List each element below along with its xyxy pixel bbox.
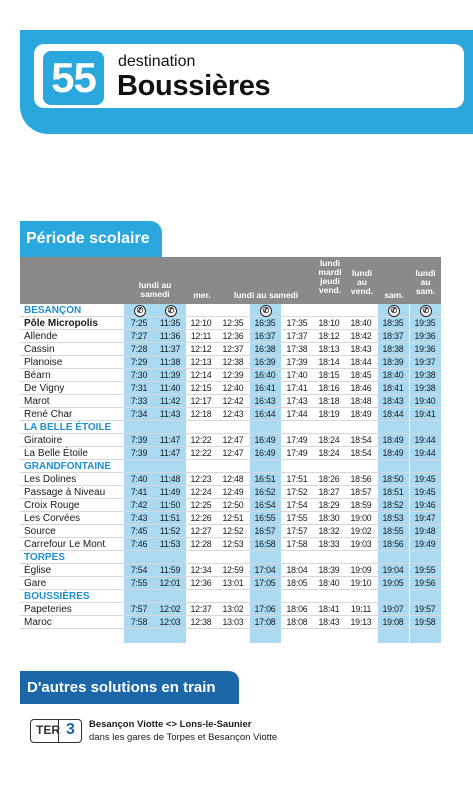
departure-time: 18:27 [318, 487, 340, 497]
phone-reservation-icon: ✆ [420, 305, 432, 317]
departure-time: 12:36 [222, 331, 244, 341]
departure-time: 18:40 [318, 578, 340, 588]
departure-time: 12:38 [222, 357, 244, 367]
stop-group-label: LA BELLE ÉTOILE [24, 422, 112, 433]
departure-time: 18:54 [350, 435, 372, 445]
departure-time: 12:01 [159, 578, 181, 588]
departure-time: 18:08 [286, 617, 308, 627]
departure-time: 18:43 [318, 617, 340, 627]
col-header-sam: sam. [384, 290, 404, 300]
departure-time: 12:03 [159, 617, 181, 627]
departure-time: 13:01 [222, 578, 244, 588]
departure-time: 18:15 [318, 370, 340, 380]
departure-time: 19:03 [350, 539, 372, 549]
stop-name: Planoise [24, 357, 63, 368]
departure-time: 17:38 [286, 344, 308, 354]
stop-name: Maroc [24, 617, 52, 628]
departure-time: 7:25 [130, 318, 148, 328]
departure-time: 19:44 [414, 435, 436, 445]
col-header-lundi-samedi-2: lundi au samedi [233, 290, 299, 300]
departure-time: 17:05 [254, 578, 276, 588]
departure-time: 12:25 [190, 500, 212, 510]
departure-time: 7:57 [130, 604, 148, 614]
departure-time: 12:22 [190, 448, 212, 458]
departure-time: 18:24 [318, 435, 340, 445]
departure-time: 19:58 [414, 617, 436, 627]
departure-time: 17:54 [286, 500, 308, 510]
departure-time: 17:04 [254, 565, 276, 575]
departure-time: 19:36 [414, 344, 436, 354]
phone-reservation-icon: ✆ [165, 305, 177, 317]
stop-group-label: BOUSSIÈRES [24, 591, 90, 602]
ter-badge-label: TER [36, 723, 60, 737]
section-tab: Période scolaire [20, 221, 162, 257]
departure-time: 16:37 [254, 331, 276, 341]
departure-time: 19:40 [414, 396, 436, 406]
departure-time: 19:10 [350, 578, 372, 588]
departure-time: 12:22 [190, 435, 212, 445]
departure-time: 11:47 [159, 448, 181, 458]
departure-time: 17:44 [286, 409, 308, 419]
departure-time: 12:10 [190, 318, 212, 328]
departure-time: 17:57 [286, 526, 308, 536]
departure-time: 19:38 [414, 370, 436, 380]
stop-name: Papeteries [24, 604, 72, 615]
departure-time: 7:34 [130, 409, 148, 419]
departure-time: 19:45 [414, 487, 436, 497]
departure-time: 12:47 [222, 448, 244, 458]
departure-time: 16:40 [254, 370, 276, 380]
departure-time: 18:52 [382, 500, 404, 510]
departure-time: 18:35 [382, 318, 404, 328]
departure-time: 19:11 [350, 604, 372, 614]
departure-time: 11:49 [159, 487, 181, 497]
departure-time: 18:40 [382, 370, 404, 380]
departure-time: 19:41 [414, 409, 436, 419]
departure-time: 12:11 [190, 331, 212, 341]
departure-time: 17:06 [254, 604, 276, 614]
stop-name: Cassin [24, 344, 55, 355]
departure-time: 7:54 [130, 565, 148, 575]
col-header-line: sam. [415, 286, 436, 296]
departure-time: 19:08 [382, 617, 404, 627]
departure-time: 18:16 [318, 383, 340, 393]
col-header-line: mardi [318, 267, 342, 277]
departure-time: 7:45 [130, 526, 148, 536]
stop-name: Source [24, 526, 56, 537]
departure-time: 11:51 [159, 513, 181, 523]
col-header-line: lundi [319, 258, 341, 268]
stop-name: Les Corvées [24, 513, 81, 524]
departure-time: 17:40 [286, 370, 308, 380]
departure-time: 19:00 [350, 513, 372, 523]
departure-time: 13:03 [222, 617, 244, 627]
departure-time: 19:37 [414, 357, 436, 367]
departure-time: 18:57 [350, 487, 372, 497]
departure-time: 12:35 [222, 318, 244, 328]
departure-time: 7:41 [130, 487, 148, 497]
departure-time: 12:48 [222, 474, 244, 484]
col-header-mer: mer. [193, 290, 211, 300]
stop-name: Pôle Micropolis [24, 318, 98, 329]
departure-time: 16:44 [254, 409, 276, 419]
col-header-line: au [420, 277, 431, 287]
train-section-heading: D'autres solutions en train [20, 671, 239, 704]
departure-time: 18:56 [382, 539, 404, 549]
departure-time: 7:46 [130, 539, 148, 549]
departure-time: 19:44 [414, 448, 436, 458]
departure-time: 16:39 [254, 357, 276, 367]
departure-time: 18:05 [286, 578, 308, 588]
departure-time: 7:55 [130, 578, 148, 588]
departure-time: 7:31 [130, 383, 148, 393]
departure-time: 18:49 [382, 435, 404, 445]
departure-time: 19:38 [414, 383, 436, 393]
departure-time: 19:02 [350, 526, 372, 536]
departure-time: 16:54 [254, 500, 276, 510]
departure-time: 16:51 [254, 474, 276, 484]
departure-time: 12:59 [222, 565, 244, 575]
stop-name: Passage à Niveau [24, 487, 106, 498]
departure-time: 18:29 [318, 500, 340, 510]
departure-time: 18:43 [350, 344, 372, 354]
stop-name: René Char [24, 409, 73, 420]
departure-time: 16:57 [254, 526, 276, 536]
departure-time: 16:43 [254, 396, 276, 406]
departure-time: 16:35 [254, 318, 276, 328]
stop-name: Béarn [24, 370, 51, 381]
departure-time: 18:46 [350, 383, 372, 393]
departure-time: 19:48 [414, 526, 436, 536]
departure-time: 18:24 [318, 448, 340, 458]
destination-label: destination [118, 53, 196, 70]
departure-time: 17:39 [286, 357, 308, 367]
departure-time: 18:43 [382, 396, 404, 406]
departure-time: 18:19 [318, 409, 340, 419]
departure-time: 12:34 [190, 565, 212, 575]
departure-time: 17:51 [286, 474, 308, 484]
departure-time: 18:14 [318, 357, 340, 367]
phone-reservation-icon: ✆ [260, 305, 272, 317]
departure-time: 18:51 [382, 487, 404, 497]
departure-time: 12:02 [159, 604, 181, 614]
departure-time: 12:49 [222, 487, 244, 497]
stop-name: Allende [24, 331, 58, 342]
departure-time: 17:55 [286, 513, 308, 523]
departure-time: 18:48 [350, 396, 372, 406]
departure-time: 18:26 [318, 474, 340, 484]
departure-time: 18:50 [382, 474, 404, 484]
departure-time: 11:53 [159, 539, 181, 549]
col-header-line: jeudi [320, 276, 340, 286]
col-header-line: lundi [351, 268, 373, 278]
departure-time: 11:37 [159, 344, 181, 354]
departure-time: 18:54 [350, 448, 372, 458]
stop-group-label: BESANÇON [24, 305, 82, 316]
departure-time: 18:04 [286, 565, 308, 575]
stop-group-label: GRANDFONTAINE [24, 461, 112, 472]
departure-time: 18:41 [318, 604, 340, 614]
departure-time: 12:38 [190, 617, 212, 627]
departure-time: 17:37 [286, 331, 308, 341]
departure-time: 12:26 [190, 513, 212, 523]
departure-time: 11:39 [159, 370, 181, 380]
departure-time: 18:49 [382, 448, 404, 458]
departure-time: 13:02 [222, 604, 244, 614]
departure-time: 18:42 [350, 331, 372, 341]
train-route: Besançon Viotte <> Lons-le-Saunier [89, 719, 252, 730]
stop-name: Église [24, 565, 52, 576]
departure-time: 16:58 [254, 539, 276, 549]
departure-time: 12:24 [190, 487, 212, 497]
departure-time: 12:50 [222, 500, 244, 510]
departure-time: 12:53 [222, 539, 244, 549]
departure-time: 19:35 [414, 318, 436, 328]
col-header-lundi-samedi-1: lundi au samedi [138, 280, 172, 299]
departure-time: 12:47 [222, 435, 244, 445]
stop-name: De Vigny [24, 383, 65, 394]
phone-reservation-icon: ✆ [134, 305, 146, 317]
departure-time: 18:40 [350, 318, 372, 328]
stop-name: Croix Rouge [24, 500, 80, 511]
stop-group-label: TORPES [24, 552, 65, 563]
departure-time: 19:04 [382, 565, 404, 575]
departure-time: 7:43 [130, 513, 148, 523]
departure-time: 18:56 [350, 474, 372, 484]
departure-time: 12:39 [222, 370, 244, 380]
departure-time: 18:39 [382, 357, 404, 367]
line-number-badge: 55 [43, 51, 104, 105]
departure-time: 18:10 [318, 318, 340, 328]
departure-time: 16:49 [254, 435, 276, 445]
departure-time: 7:29 [130, 357, 148, 367]
departure-time: 19:47 [414, 513, 436, 523]
departure-time: 18:53 [382, 513, 404, 523]
departure-time: 18:59 [350, 500, 372, 510]
departure-time: 19:55 [414, 565, 436, 575]
departure-time: 11:42 [159, 396, 181, 406]
ter-badge-number: 3 [58, 719, 82, 743]
departure-time: 18:32 [318, 526, 340, 536]
departure-time: 7:58 [130, 617, 148, 627]
departure-time: 19:05 [382, 578, 404, 588]
departure-time: 12:51 [222, 513, 244, 523]
departure-time: 18:39 [318, 565, 340, 575]
departure-time: 12:36 [190, 578, 212, 588]
stop-name: Gare [24, 578, 47, 589]
stop-name: Giratoire [24, 435, 63, 446]
departure-time: 12:27 [190, 526, 212, 536]
departure-time: 11:52 [159, 526, 181, 536]
departure-time: 7:42 [130, 500, 148, 510]
departure-time: 16:49 [254, 448, 276, 458]
departure-time: 11:50 [159, 500, 181, 510]
departure-time: 18:12 [318, 331, 340, 341]
departure-time: 17:49 [286, 448, 308, 458]
departure-time: 17:08 [254, 617, 276, 627]
stop-name: La Belle Étoile [24, 448, 88, 459]
phone-reservation-icon: ✆ [388, 305, 400, 317]
departure-time: 7:39 [130, 435, 148, 445]
departure-time: 18:44 [382, 409, 404, 419]
departure-time: 18:45 [350, 370, 372, 380]
train-stations: dans les gares de Torpes et Besançon Viotte [89, 732, 278, 743]
departure-time: 18:33 [318, 539, 340, 549]
departure-time: 11:43 [159, 409, 181, 419]
departure-time: 18:18 [318, 396, 340, 406]
departure-time: 19:09 [350, 565, 372, 575]
stop-name: Les Dolines [24, 474, 77, 485]
departure-time: 12:23 [190, 474, 212, 484]
departure-time: 16:41 [254, 383, 276, 393]
departure-time: 11:48 [159, 474, 181, 484]
departure-time: 12:12 [190, 344, 212, 354]
departure-time: 19:49 [414, 539, 436, 549]
departure-time: 12:14 [190, 370, 212, 380]
departure-time: 17:58 [286, 539, 308, 549]
departure-time: 18:49 [350, 409, 372, 419]
col-header-lmjv [314, 259, 346, 295]
departure-time: 12:42 [222, 396, 244, 406]
departure-time: 11:36 [159, 331, 181, 341]
col-header-lundi-vend [346, 269, 378, 296]
stop-name: Carrefour Le Mont [24, 539, 106, 550]
departure-time: 12:15 [190, 383, 212, 393]
departure-time: 12:28 [190, 539, 212, 549]
departure-time: 17:41 [286, 383, 308, 393]
departure-time: 12:43 [222, 409, 244, 419]
departure-time: 12:37 [190, 604, 212, 614]
stop-name: Marot [24, 396, 50, 407]
col-header-line: au [357, 277, 367, 287]
departure-time: 12:37 [222, 344, 244, 354]
departure-time: 19:57 [414, 604, 436, 614]
departure-time: 16:52 [254, 487, 276, 497]
departure-time: 19:45 [414, 474, 436, 484]
departure-time: 16:38 [254, 344, 276, 354]
departure-time: 18:06 [286, 604, 308, 614]
departure-time: 18:30 [318, 513, 340, 523]
departure-time: 11:38 [159, 357, 181, 367]
departure-time: 7:27 [130, 331, 148, 341]
departure-time: 11:35 [159, 318, 181, 328]
departure-time: 18:13 [318, 344, 340, 354]
departure-time: 18:44 [350, 357, 372, 367]
departure-time: 19:56 [414, 578, 436, 588]
departure-time: 12:52 [222, 526, 244, 536]
departure-time: 19:46 [414, 500, 436, 510]
destination-name: Boussières [117, 70, 271, 102]
departure-time: 12:17 [190, 396, 212, 406]
departure-time: 7:33 [130, 396, 148, 406]
departure-time: 16:55 [254, 513, 276, 523]
departure-time: 17:43 [286, 396, 308, 406]
departure-time: 11:40 [159, 383, 181, 393]
col-header-line: lundi [415, 268, 436, 278]
departure-time: 17:52 [286, 487, 308, 497]
departure-time: 18:41 [382, 383, 404, 393]
departure-time: 12:40 [222, 383, 244, 393]
departure-time: 18:37 [382, 331, 404, 341]
departure-time: 7:40 [130, 474, 148, 484]
departure-time: 7:30 [130, 370, 148, 380]
departure-time: 12:13 [190, 357, 212, 367]
departure-time: 19:13 [350, 617, 372, 627]
departure-time: 11:59 [159, 565, 181, 575]
departure-time: 7:28 [130, 344, 148, 354]
col-header-line: vend. [350, 286, 374, 296]
departure-time: 12:18 [190, 409, 212, 419]
departure-time: 7:39 [130, 448, 148, 458]
col-header-lundi-sam [410, 269, 441, 296]
departure-time: 17:35 [286, 318, 308, 328]
departure-time: 17:49 [286, 435, 308, 445]
col-header-line: vend. [318, 285, 342, 295]
departure-time: 11:47 [159, 435, 181, 445]
departure-time: 19:36 [414, 331, 436, 341]
departure-time: 19:07 [382, 604, 404, 614]
departure-time: 18:55 [382, 526, 404, 536]
departure-time: 18:38 [382, 344, 404, 354]
